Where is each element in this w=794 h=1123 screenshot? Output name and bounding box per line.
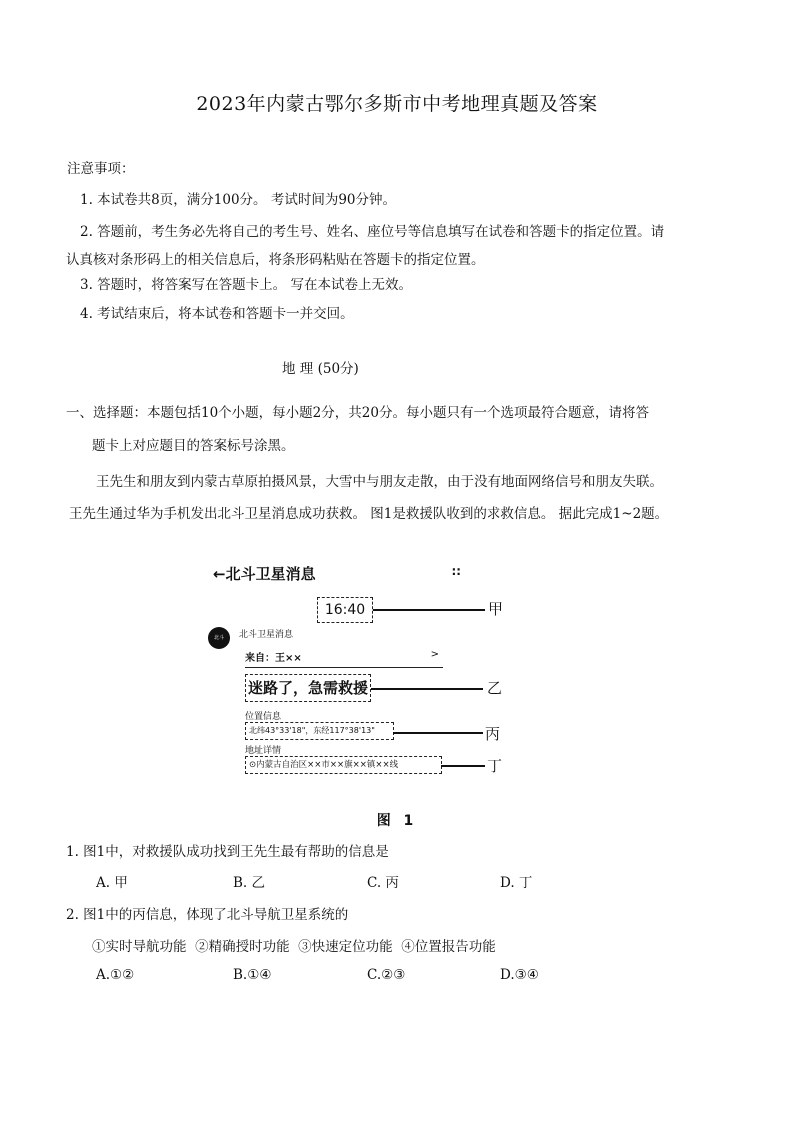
part-instruction: 题卡上对应题目的答案标号涂黑。 xyxy=(92,438,295,454)
figure-1 xyxy=(205,557,535,802)
option-d: D.③④ xyxy=(500,967,539,983)
chevron-right-icon: > xyxy=(430,649,439,660)
leader-line xyxy=(373,609,485,611)
notice-item: 4. 考试结束后，将本试卷和答题卡一并交回。 xyxy=(80,306,354,322)
coordinates-box: 北纬43°33'18"，东经117°38'13" xyxy=(245,722,394,740)
question-2-stem: 2. 图1中的丙信息，体现了北斗导航卫星系统的 xyxy=(66,907,349,923)
option-b: B.①④ xyxy=(233,967,272,983)
time-box: 16:40 xyxy=(317,597,373,623)
leader-line xyxy=(441,765,485,767)
option-a: A. 甲 xyxy=(96,875,128,891)
notice-item: 1. 本试卷共8页，满分100分。 考试时间为90分钟。 xyxy=(80,192,396,208)
option-c: C. 丙 xyxy=(367,875,399,891)
figure-header: ←北斗卫星消息 xyxy=(213,565,316,583)
sender-label: 北斗卫星消息 xyxy=(239,630,294,640)
option-a: A.①② xyxy=(96,967,135,983)
from-text: 来自：王×× xyxy=(245,653,302,664)
from-line xyxy=(245,649,443,668)
notice-item: 2. 答题前，考生务必先将自己的考生号、姓名、座位号等信息填写在试卷和答题卡的指定位置。请 xyxy=(80,224,665,240)
part-instruction: 一、选择题：本题包括10个小题，每小题2分，共20分。每小题只有一个选项最符合题意，请将答 xyxy=(66,405,649,421)
question-2-statements: ①实时导航功能 ②精确授时功能 ③快速定位功能 ④位置报告功能 xyxy=(92,939,496,955)
section-title: 地 理 (50分) xyxy=(282,361,359,377)
location-label: 位置信息 xyxy=(245,712,282,722)
intro-paragraph: 王先生通过华为手机发出北斗卫星消息成功获救。 图1是救援队收到的求救信息。 据此完成1~2题。 xyxy=(69,506,669,522)
option-d: D. 丁 xyxy=(500,875,533,891)
address-box: ⊙内蒙古自治区××市××旗××镇××线 xyxy=(245,756,442,774)
figure-caption: 图 1 xyxy=(376,813,418,829)
avatar: 北斗 xyxy=(208,627,230,649)
marker-bing: 丙 xyxy=(485,725,501,743)
option-c: C.②③ xyxy=(367,967,406,983)
notice-heading: 注意事项： xyxy=(67,161,135,177)
intro-paragraph: 王先生和朋友到内蒙古草原拍摄风景，大雪中与朋友走散，由于没有地面网络信号和朋友失联。 xyxy=(96,474,663,490)
question-1-stem: 1. 图1中，对救援队成功找到王先生最有帮助的信息是 xyxy=(66,844,389,860)
marker-yi: 乙 xyxy=(487,679,503,697)
notice-item: 认真核对条形码上的相关信息后，将条形码粘贴在答题卡的指定位置。 xyxy=(66,252,485,268)
notice-item: 3. 答题时，将答案写在答题卡上。 写在本试卷上无效。 xyxy=(80,277,412,293)
message-box: 迷路了，急需救援 xyxy=(245,674,371,702)
address-label: 地址详情 xyxy=(245,746,282,756)
option-b: B. 乙 xyxy=(233,875,266,891)
leader-line xyxy=(393,732,483,734)
page-title: 2023年内蒙古鄂尔多斯市中考地理真题及答案 xyxy=(196,93,598,115)
menu-icon: ∷ xyxy=(452,565,461,579)
marker-jia: 甲 xyxy=(488,600,504,618)
leader-line xyxy=(371,688,483,690)
marker-ding: 丁 xyxy=(487,757,503,775)
